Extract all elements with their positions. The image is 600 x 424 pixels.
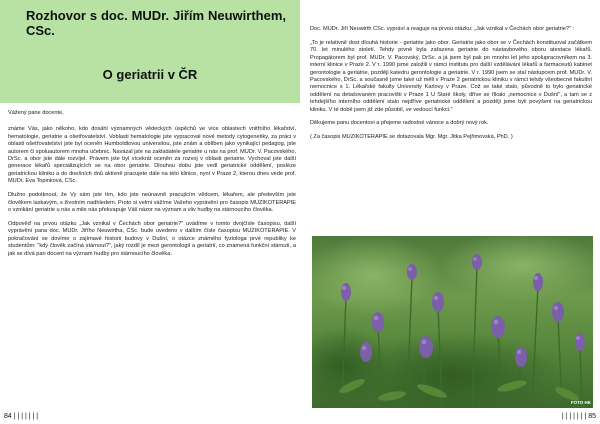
page-number-left: 84 | | | | | | |: [4, 413, 39, 420]
photo-credit: FOTO HK: [570, 400, 591, 405]
closing-thanks: Děkujeme panu docentovi a přejeme radostné vánoce a dobrý nový rok.: [310, 120, 489, 127]
right-page: [300, 0, 600, 424]
flower-photo: [312, 236, 593, 408]
salutation: Vážený pane docente,: [8, 110, 64, 116]
interview-answer: „To je relativně dost dlouhá historie - geriatrie jako obor. Geriatrie jako obor se v Čechách konstituoval začátkem 70. let minulého století. Tehdy prvně byla zařazena geriatrie do nástavbového oboru atestace lékařů. Propagátorem byl prof. MUDr. V. Pacovský, DrSc. a já jsem byl pak po mnoho let jeho spolupracovníkem na 3. interní klinice v Praze 2. V r. 1990 jsme založili v rámci institutu pro další vzdělávání lékařů a farmaceutů kabinet gerontologie a geriatrie, později katedru gerontologie a geriatrie. V r. 1990 jsem se stal nástupcem prof. MUDr. V. Pacovského, DrSc. a současně jsme také už měli v Praze 2 geriatrickou kliniku v rámci tehdy všeobecné fakultní nemocnice s 1. Lékařské fakulty University Karlovy v Praze. Což se také stalo, původně to bylo geriatrické oddělení na detašovaném pracovišti v Praze 1 U Staré školy, dříve se říkalo „nemocnice v Dušní", a tam se z tehdejšího interního oddělení stalo nejdříve geriatrické oddělení a později jsme byli povýšeni na geriatrickou kliniku. V té době jsem již zde působil, ve vedoucí funkci.": [310, 39, 592, 113]
paragraph-1: známe Vás, jako někoho, kdo dosáhl významných vědeckých úspěchů ve více oblastech vnitřního lékařství, hematologie, geriatrie a ošetřovatelství. Voblasti hematologie jste vypracoval nové metody cytogenetiky, za práci v oblasti ošetřovatelství jste byl oceněn Humboldtovou universitou, jste znám a oblíben jako vynikající pedagog, jste autorem či spoluautorem mnoha učebnic. Navázal jste na zakladatele geriatrie u nás na prof. MUDr. V. Pacovského, DrSc. a obor jste dále rozvíjel. Právem jste byl vícekrát oceněn za rozvoj v oblasti geriatrie. Vychoval jste další generace lékařů specializujících se na obor geriatrie. Dlouhou dobu jste vedl geriatrické oddělení, posléze geriatrickou kliniku a do dnešních dnů aktivně pracujete dále na této klinice, nyní v Praze 2, kterou dnes vede prof. MUDr. Eva Topinková, CSc.: [8, 126, 296, 185]
paragraph-2: Dlužno podotknout, že Vy sám jste tím, kdo jste neúnavně pracujícím vědcem, lékařem, ale především jste člověkem laskavým, s životním nadhledem. Proto si velmi vážíme Vašeho vyprávění pro časopis MUZIKOTERAPIE o vznikání geriatrie u nás a mile nás překvapuje Váš názor na význam a vliv hudby na stárnoucího člověka.: [8, 192, 296, 213]
right-body-text: [310, 26, 592, 148]
title-band: [0, 0, 300, 103]
interview-intro: Doc. MUDr. Jiří Neuwirth CSc. vypráví a reaguje na prvou otázku: „Jak vznikal v Čechách obor geriatrie?" :: [310, 26, 575, 32]
article-title: Rozhovor s doc. MUDr. Jiřím Neuwirthem, CSc.: [26, 8, 286, 38]
page-number-right: | | | | | | | 85: [561, 413, 596, 420]
author-credit: ( Za časopis MUZIKOTERAPIE se dotazovala Mgr. Mgr. Jitka Pejřimovská, PhD. ): [310, 134, 513, 141]
article-subtitle: O geriatrii v ČR: [102, 67, 198, 82]
paragraph-3: Odpověď na prvou otázku „Jak vznikal v Čechách obor geriatrie?" uvádíme v tomto dvojčísle časopisu, další vyprávění pana doc. MUDr. Jiřího Neuwirtha, CSc. bude uvedeno v dalším čísle časopisu MUZIKOTERAPIE. V pokračování se dovíme o zajímavé historii budovy v Dušní, o otázce známého fyziologa prvé republiky ke studentům: "kdy člověk začíná stárnout?", jaký rozdíl je mezi gerontologií a geriatrií, co znamená funkční stárnutí, a jak se dívá pan docent na význam hudby pro stárnoucího člověka.: [8, 220, 296, 257]
flower-illustration: [312, 236, 593, 408]
left-body-text: [8, 110, 296, 264]
